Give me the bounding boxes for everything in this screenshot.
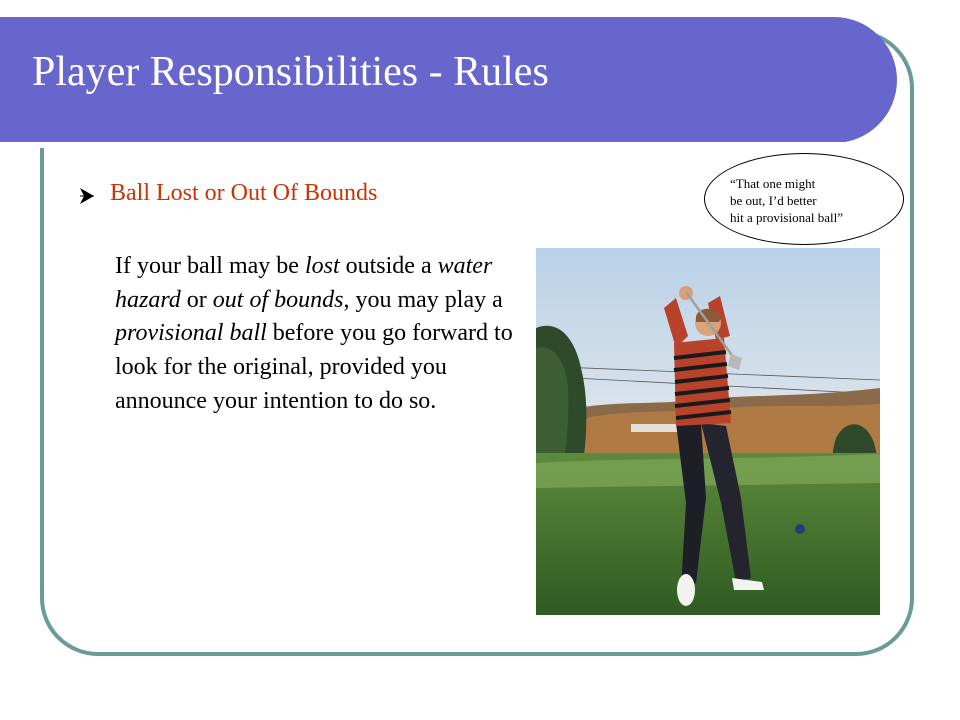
body-text-part: If your ball may be: [115, 253, 305, 279]
speech-bubble-line: be out, I’d better: [730, 193, 817, 208]
body-text: [115, 250, 535, 419]
body-text-emphasis: lost: [304, 253, 340, 279]
body-text-part: before you go forward to look for the original, provided you announce your intention to do so.: [115, 320, 513, 414]
body-text-emphasis: out of bounds: [212, 286, 344, 313]
speech-bubble-line: “That one might: [730, 176, 816, 191]
speech-bubble-line: hit a provisional ball”: [730, 210, 844, 225]
arrow-bullet-icon: [77, 186, 97, 206]
golfer-photo: [536, 248, 880, 615]
golfer-photo-image: [536, 248, 880, 615]
body-text-emphasis: provisional ball: [115, 320, 267, 347]
title-underline: [0, 142, 848, 148]
slide-title: Player Responsibilities - Rules: [32, 49, 549, 95]
body-text-part: outside a: [339, 253, 438, 279]
body-text-emphasis: water hazard: [115, 253, 493, 313]
body-text-part: or: [180, 286, 213, 313]
speech-bubble: [704, 153, 904, 245]
body-text-part: , you may play a: [343, 286, 503, 313]
speech-bubble-text: [730, 175, 843, 226]
bullet-heading: Ball Lost or Out Of Bounds: [110, 180, 378, 206]
